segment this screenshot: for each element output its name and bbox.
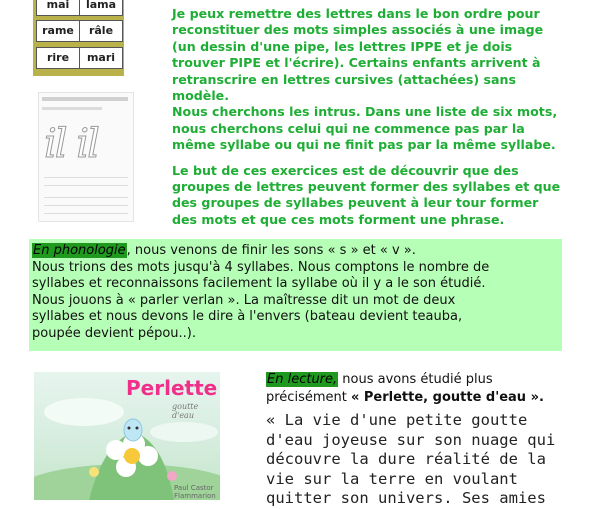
green-line: trouver PIPE et l'écrire). Certains enfants arrivent à	[172, 55, 541, 71]
phonologie-intro-text: , nous venons de finir les sons « s » et « v ».	[126, 243, 416, 258]
worksheet-letters: il il	[44, 121, 98, 167]
word-card: rame	[36, 20, 80, 42]
green-line: Nous cherchons les intrus. Dans une liste de six mots,	[172, 104, 558, 120]
worksheet-thumbnail	[38, 92, 134, 222]
writing-line	[44, 213, 128, 214]
word-card: lama	[79, 0, 123, 16]
phonologie-section	[29, 239, 562, 351]
lecture-tag: En lecture,	[267, 372, 338, 387]
goal-line: des groupes de syllabes peuvent à leur tour former	[172, 195, 539, 211]
lecture-line2-prefix: précisément	[266, 389, 351, 405]
writing-line	[44, 185, 128, 186]
writing-line	[44, 197, 128, 198]
goal-line: groupes de lettres peuvent former des syllabes et que	[172, 179, 561, 195]
quote-line: vie sur la terre en voulant	[266, 469, 518, 488]
book-cover-image	[34, 372, 220, 500]
lecture-line	[266, 389, 596, 407]
quote-line: « La vie d'une petite goutte	[266, 411, 528, 429]
phonologie-line: syllabes et reconnaissons facilement la syllabe où il y a le son étudié.	[32, 276, 486, 291]
word-cards-image	[33, 0, 124, 76]
green-line: nous cherchons celui qui ne commence pas par la	[172, 120, 525, 136]
goal-line: Le but de ces exercices est de découvrir que des	[172, 162, 519, 178]
book-subtitle: goutte d'eau	[172, 402, 199, 420]
green-line: modèle.	[172, 88, 229, 104]
lecture-line	[266, 371, 596, 389]
lecture-book-reference: « Perlette, goutte d'eau ».	[350, 389, 544, 405]
phonologie-line: Nous jouons à « parler verlan ». La maîtresse dit un mot de deux	[32, 292, 456, 308]
word-card: rire	[36, 47, 80, 69]
quote-line: découvre la dure réalité de la	[266, 450, 546, 468]
phonologie-tag: En phonologie	[33, 243, 126, 258]
phonologie-line: Nous trions des mots jusqu'à 4 syllabes. Nous comptons le nombre de	[32, 259, 490, 275]
green-line: même syllabe ou qui ne finit pas par la même syllabe.	[172, 137, 556, 153]
goal-line: des mots et que ces mots forment une phrase.	[172, 211, 505, 227]
worksheet-header	[42, 97, 128, 101]
green-line: retranscrire en lettres cursives (attachées) sans	[172, 71, 516, 87]
book-summary-quote	[266, 411, 596, 509]
word-card: mari	[79, 47, 123, 69]
green-line: Je peux remettre des lettres dans le bon ordre pour	[172, 6, 540, 21]
phonologie-line: syllabes et nous devons le dire à l'envers (bateau devient teauba,	[32, 309, 463, 324]
green-line: reconstituer des mots simples associés à une image	[172, 22, 544, 38]
quote-line: quitter son univers. Ses amies	[266, 489, 546, 507]
word-card: râle	[79, 20, 123, 42]
word-card: mai	[36, 0, 80, 16]
writing-line	[44, 205, 128, 206]
book-title: Perlette	[126, 376, 218, 400]
phonologie-line: poupée devient pépou..).	[32, 325, 197, 341]
writing-line	[44, 177, 128, 178]
green-text-block	[172, 0, 592, 228]
phonologie-intro	[32, 243, 559, 260]
lecture-line1: nous avons étudié plus	[338, 372, 493, 387]
lecture-section	[266, 371, 596, 406]
worksheet-subheader	[42, 107, 102, 110]
green-line: (un dessin d'une pipe, les lettres IPPE et je dois	[172, 38, 513, 54]
book-author: Paul Castor Flammarion	[174, 484, 216, 500]
quote-line: d'eau joyeuse sur son nuage qui	[266, 430, 556, 449]
